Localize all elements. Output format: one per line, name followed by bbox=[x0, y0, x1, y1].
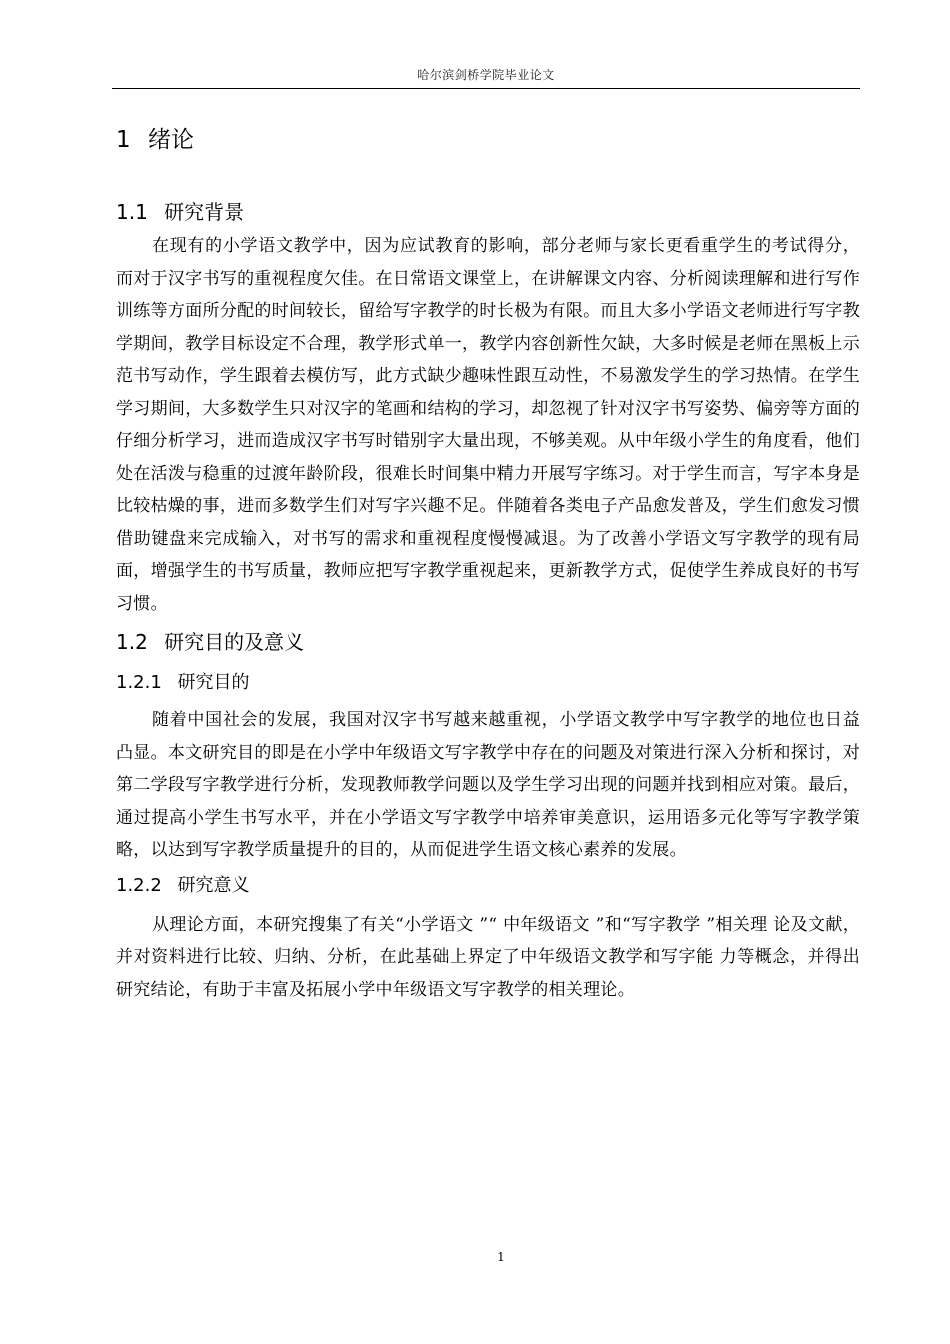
chapter-heading bbox=[116, 118, 860, 162]
background-paragraph: 在现有的小学语文教学中，因为应试教育的影响，部分老师与家长更看重学生的考试得分，而对于汉字书写的重视程度欠佳。在日常语文课堂上，在讲解课文内容、分析阅读理解和进行写作训练等方面所分配的时间较长，留给写字教学的时长极为有限。而且大多小学语文老师进行写字教学期间，教学目标设定不合理，教学形式单一，教学内容创新性欠缺，大多时候是老师在黑板上示范书写动作，学生跟着去模仿写，此方式缺少趣味性跟互动性，不易激发学生的学习热情。在学生学习期间，大多数学生只对汉字的笔画和结构的学习，却忽视了针对汉字书写姿势、偏旁等方面的仔细分析学习，进而造成汉字书写时错别字大量出现，不够美观。从中年级小学生的角度看，他们处在活泼与稳重的过渡年龄阶段，很难长时间集中精力开展写字练习。对于学生而言，写字本身是比较枯燥的事，进而多数学生们对写字兴趣不足。伴随着各类电子产品愈发普及，学生们愈发习惯借助键盘来完成输入，对书写的需求和重视程度慢慢减退。为了改善小学语文写字教学的现有局面，增强学生的书写质量，教师应把写字教学重视起来，更新教学方式，促使学生养成良好的书写习惯。 bbox=[116, 236, 860, 614]
chapter-number: 1 bbox=[116, 127, 131, 153]
page-number: 1 bbox=[497, 1250, 505, 1264]
section-number: 1.2 bbox=[116, 630, 148, 654]
subsection-title: 研究意义 bbox=[177, 874, 250, 896]
running-header: 哈尔滨剑桥学院毕业论文 bbox=[417, 68, 555, 82]
subsection-heading-1-2-2 bbox=[116, 871, 860, 901]
chapter-title: 绪论 bbox=[147, 127, 194, 153]
subsection-title: 研究目的 bbox=[177, 672, 250, 693]
section-heading-1-1 bbox=[116, 196, 860, 228]
section-title: 研究目的及意义 bbox=[164, 630, 305, 654]
section-title: 研究背景 bbox=[164, 200, 245, 224]
section-number: 1.1 bbox=[116, 200, 148, 224]
significance-paragraph: 从理论方面，本研究搜集了有关“小学语文 ”“ 中年级语文 ”和“写字教学 ”相关理 论及文献，并对资料进行比较、归纳、分析，在此基础上界定了中年级语文教学和写字能 力等概念，并得出研究结论，有助于丰富及拓展小学中年级语文写字教学的相关理论。 bbox=[116, 914, 860, 1000]
header-rule bbox=[112, 88, 860, 89]
purpose-paragraph: 随着中国社会的发展，我国对汉字书写越来越重视，小学语文教学中写字教学的地位也日益凸显。本文研究目的即是在小学中年级语文写字教学中存在的问题及对策进行深入分析和探讨，对第二学段写字教学进行分析，发现教师教学问题以及学生学习出现的问题并找到相应对策。最后，通过提高小学生书写水平，并在小学语文写字教学中培养审美意识，运用语多元化等写字教学策略，以达到写字教学质量提升的目的，从而促进学生语文核心素养的发展。 bbox=[116, 710, 860, 860]
subsection-number: 1.2.1 bbox=[116, 672, 162, 693]
section-heading-1-2 bbox=[116, 626, 860, 658]
subsection-number: 1.2.2 bbox=[116, 874, 162, 896]
page-content bbox=[116, 118, 860, 1006]
subsection-heading-1-2-1 bbox=[116, 668, 860, 698]
